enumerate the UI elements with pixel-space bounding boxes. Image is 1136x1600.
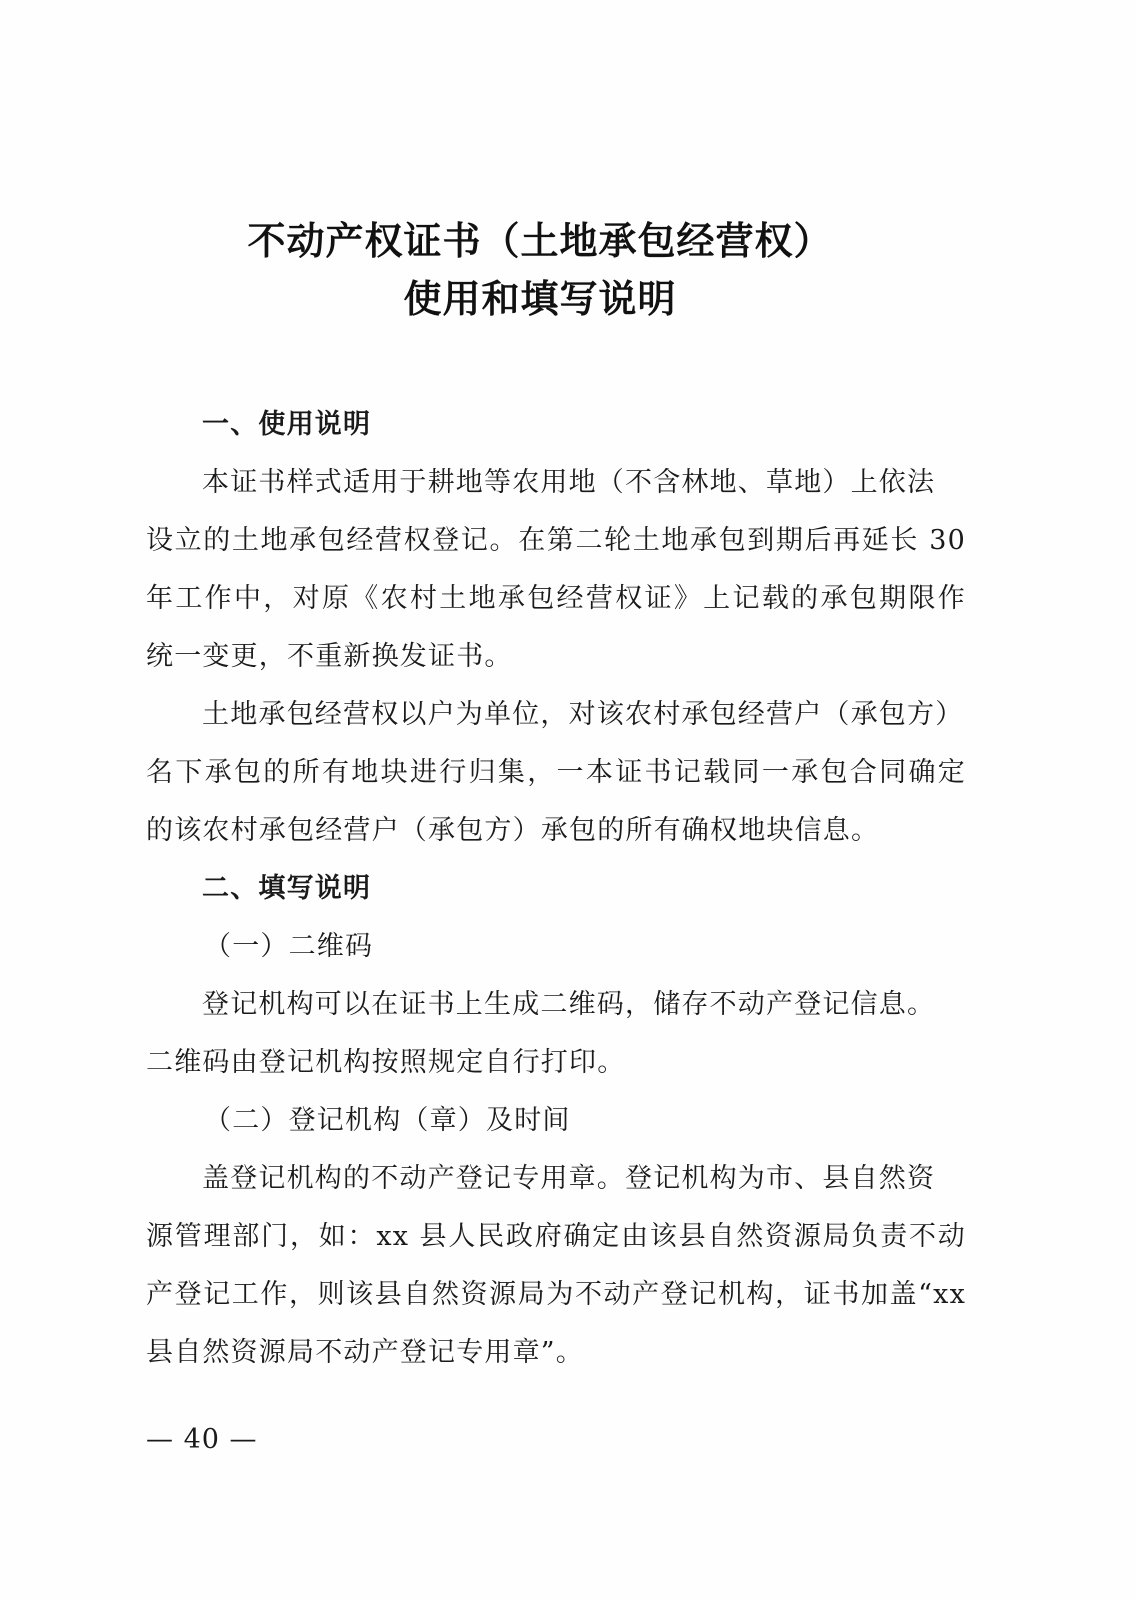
paragraph-line: 土地承包经营权以户为单位，对该农村承包经营户（承包方） bbox=[202, 699, 964, 730]
title-line-2: 使用和填写说明 bbox=[403, 277, 677, 321]
paragraph-line: 县自然资源局不动产登记专用章”。 bbox=[146, 1337, 585, 1368]
document-title bbox=[0, 212, 1080, 328]
paragraph-line: 登记机构可以在证书上生成二维码，储存不动产登记信息。 bbox=[202, 989, 936, 1020]
page-number: — 40 — bbox=[146, 1424, 258, 1455]
paragraph-line: 二维码由登记机构按照规定自行打印。 bbox=[146, 1047, 626, 1078]
section-heading-usage: 一、使用说明 bbox=[202, 409, 372, 440]
document-body bbox=[146, 396, 966, 1382]
paragraph-usage-1 bbox=[146, 454, 966, 686]
paragraph-line: 设立的土地承包经营权登记。在第二轮土地承包到期后再延长 30 bbox=[146, 525, 966, 556]
paragraph-line: 盖登记机构的不动产登记专用章。登记机构为市、县自然资 bbox=[202, 1163, 936, 1194]
paragraph-line: 本证书样式适用于耕地等农用地（不含林地、草地）上依法 bbox=[202, 467, 936, 498]
paragraph-line: 名下承包的所有地块进行归集，一本证书记载同一承包合同确定 bbox=[146, 757, 966, 788]
section-heading-filling: 二、填写说明 bbox=[202, 873, 372, 904]
paragraph-seal bbox=[146, 1150, 966, 1382]
paragraph-line: 产登记工作，则该县自然资源局为不动产登记机构，证书加盖“xx bbox=[146, 1279, 966, 1310]
title-line-1: 不动产权证书（土地承包经营权） bbox=[247, 219, 833, 263]
subsection-heading-qrcode: （一）二维码 bbox=[204, 931, 374, 962]
paragraph-line: 统一变更，不重新换发证书。 bbox=[146, 641, 513, 672]
paragraph-qrcode bbox=[146, 976, 966, 1092]
subsection-heading-seal: （二）登记机构（章）及时间 bbox=[204, 1105, 571, 1136]
paragraph-line: 的该农村承包经营户（承包方）承包的所有确权地块信息。 bbox=[146, 815, 880, 846]
paragraph-line: 源管理部门，如：xx 县人民政府确定由该县自然资源局负责不动 bbox=[146, 1221, 966, 1252]
paragraph-line: 年工作中，对原《农村土地承包经营权证》上记载的承包期限作 bbox=[146, 583, 966, 614]
paragraph-usage-2 bbox=[146, 686, 966, 860]
